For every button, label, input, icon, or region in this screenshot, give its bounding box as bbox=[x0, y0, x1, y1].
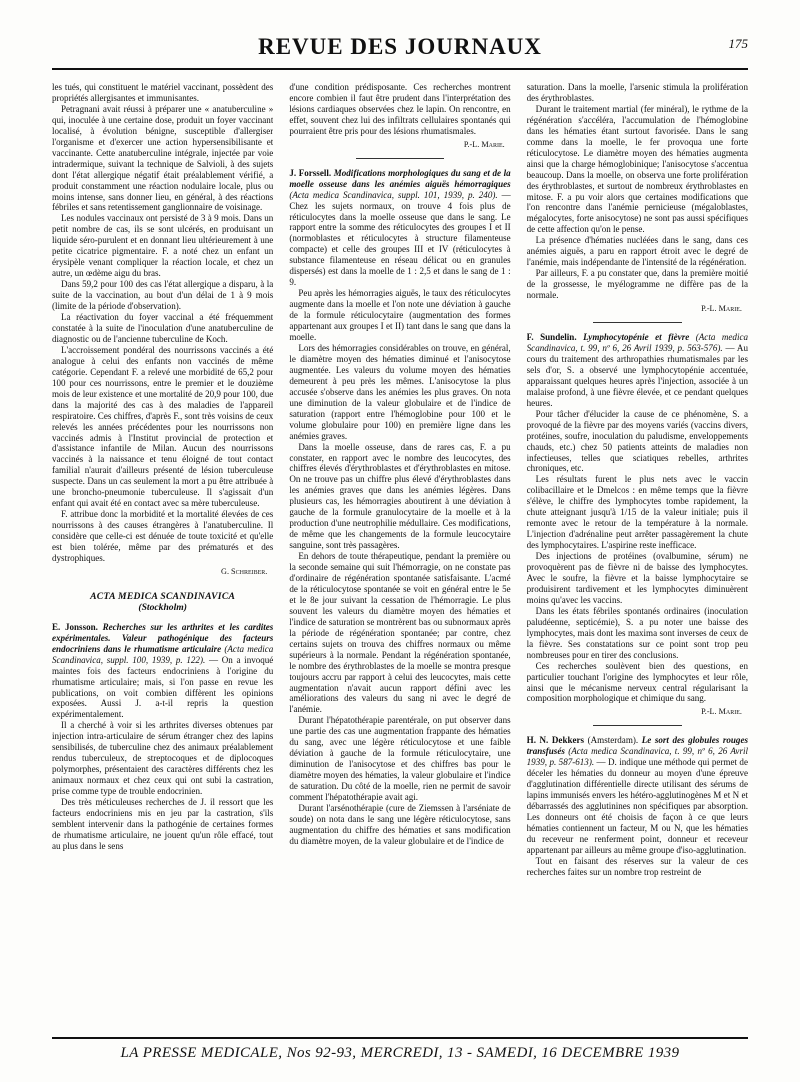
divider bbox=[593, 322, 682, 323]
paragraph: Durant l'hépatothérapie parentérale, on put observer dans une partie des cas une augmentation frappante des hématies du sang, avec une légère réticulocytose et une faible déviation à gauche de la formule réticulocytaire, une diminution de l'anisocytose et des chiffres bas pour le diamètre moyen des hématies, la valeur globulaire et l'indice de saturation. Du côté de la moelle, rien ne permit de savoir comment l'hépatothérapie avait agi. bbox=[289, 715, 511, 803]
paragraph: Peu après les hémorragies aiguës, le taux des réticulocytes augmente dans la moelle et l'on note une déviation à gauche de la formule réticulocytaire (augmentation des formes appartenant aux groupes I et II) tant dans le sang que dans la moelle. bbox=[289, 288, 511, 343]
paragraph: Des injections de protéines (ovalbumine, sérum) ne provoquèrent pas de fièvre ni de baisse des lymphocytes. Avec le soufre, la fièvre et la baisse lymphocytaire se produisirent tardivement et les lymphocytes diminuèrent moins qu'avec les vaccins. bbox=[526, 551, 748, 605]
article-title: Recherches sur les arthrites et les cardites expérimentales. Valeur pathogénique des facteurs endocriniens dans le rhumatisme articulaire bbox=[52, 621, 274, 654]
page-footer bbox=[52, 1037, 748, 1067]
paragraph: L'accroissement pondéral des nourrissons vaccinés a été analogue à celui des enfants non vaccinés de même catégorie. Cependant F. a relevé une morbidité de 65,2 pour 100 pour ces nourrissons, entre le premier et le douzième mois de leur existence et une mortalité de 20,9 pour 100, due dans la majorité des cas à des maladies de l'appareil respiratoire. Ces chiffres, d'après F., sont très voisins de ceux relevés les années précédentes pour les nourrissons non vaccinés admis à l'Institut provincial de protection et d'assistance infantile de Milan. Aucun des nourrissons vaccinés à la naissance et tenu éloigné de tout contact familial n'aurait d'ailleurs présenté de lésion tuberculeuse suspecte. Dans un cas seulement la mort a pu être attribuée à une broncho-pneumonie tuberculeuse. Il s'agissait d'un enfant qui avait été en contact avec sa mère tuberculeuse. bbox=[52, 344, 274, 509]
paragraph: les tués, qui constituent le matériel vaccinant, possèdent des propriétés allergisantes et immunisantes. bbox=[52, 82, 274, 103]
column-1 bbox=[52, 82, 273, 1026]
paragraph: Dans les états fébriles spontanés ordinaires (inoculation paludéenne, septicémie), S. a pu noter une baisse des lymphocytes, mais dont les maxima sont inverses de ceux de la fièvre. Ses constatations sur ce point sont trop peu nombreuses pour en tirer des conclusions. bbox=[526, 605, 748, 660]
paragraph: Les nodules vaccinaux ont persisté de 3 à 9 mois. Dans un petit nombre de cas, ils se sont ulcérés, en produisant un liquide séro-purulent et en donnant lieu ultérieurement à une petite cicatrice pigmentaire. F. a noté chez un enfant un érysipèle venant compliquer la réaction locale, et chez un autre, un œdème aigu du bras. bbox=[52, 213, 274, 279]
paragraph: Dans 59,2 pour 100 des cas l'état allergique a disparu, à la suite de la vaccination, au bout d'un délai de 1 à 9 mois (limite de la période d'observation). bbox=[52, 279, 274, 312]
paragraph: Par ailleurs, F. a pu constater que, dans la première moitié de la grossesse, le myélogramme ne diffère pas de la normale. bbox=[526, 268, 748, 301]
article-columns bbox=[52, 82, 748, 1026]
author-signature: P.-L. Marie. bbox=[463, 139, 505, 149]
article-title: Le sort des globules rouges transfusés bbox=[526, 735, 748, 757]
author-signature: P.-L. Marie. bbox=[701, 707, 742, 717]
article-source: (Acta medica Scandinavica, t. 99, nº 6, 26 Avril 1939, p. 587-613). bbox=[526, 746, 748, 768]
paragraph: Lors des hémorragies considérables on trouve, en général, le diamètre moyen des hématies diminué et l'anisocytose augmentée. Les valeurs du volume moyen des hématies demeurent à peu près les mêmes. L'anisocytose la plus accusée s'observe dans les anémies les plus graves. On nota une diminution de la valeur globulaire et de l'indice de saturation (rapport entre l'hémoglobine pour 100 et le volume globulaire pour 100) en première ligne dans les anémies graves. bbox=[289, 342, 511, 441]
article-author: J. Forssell. bbox=[289, 167, 332, 178]
paragraph: — Au cours du traitement des arthropathies rhumatismales par les sels d'or, S. a observé une lymphocytopénie accentuée, apparaissant quelques heures après l'injection, associée à un malaise profond, à une fièvre élevée, et ce pendant quelques heures. bbox=[526, 342, 748, 408]
article-author: H. N. Dekkers bbox=[526, 735, 585, 746]
article-title: Modifications morphologiques du sang et de la moelle osseuse dans les anémies aiguës hémorragiques bbox=[289, 167, 511, 189]
article-place: (Amsterdam). bbox=[587, 735, 639, 746]
article-author: F. Sundelin. bbox=[526, 332, 577, 343]
column-3 bbox=[527, 82, 748, 1026]
page-number: 175 bbox=[728, 36, 748, 51]
article-source: (Acta medica Scandinavica, t. 99, nº 6, 26 Avril 1939, p. 563-576). bbox=[526, 332, 748, 353]
paragraph: Ces recherches soulèvent bien des questions, en particulier touchant l'origine des lymphocytes et leur rôle, ainsi que le mécanisme nerveux central régularisant la composition morphologique et chimique du sang. bbox=[526, 660, 748, 704]
paragraph: Pour tâcher d'élucider la cause de ce phénomène, S. a provoqué de la fièvre par des moyens variés (vaccins divers, protéines, soufre, inoculation du paludisme, enveloppements chauds, etc.) chez 50 patients atteints de maladies non infectieuses, telles que sciatiques rebelles, arthrites chroniques, etc. bbox=[526, 408, 748, 474]
article-header bbox=[527, 735, 748, 855]
paragraph: Dans la moelle osseuse, dans de rares cas, F. a pu constater, en rapport avec le nombre des leucocytes, des chiffres élevés d'érythroblastes et d'érythroblastes en mitose. On ne trouve pas un chiffre plus élevé d'érythroblastes dans les anémies graves que dans les anémies légères. Dans plusieurs cas, les hémorragies aboutirent à une déviation à gauche de la formule granulocytaire de la moelle et à la production d'une neutrophilie médullaire. Ces modifications, de même que les changements de la formule leucocytaire sanguine, sont très passagères. bbox=[289, 441, 511, 551]
journal-title: REVUE DES JOURNAUX bbox=[258, 34, 542, 59]
page-header bbox=[52, 30, 748, 70]
article-title: Lymphocytopénie et fièvre bbox=[583, 332, 690, 343]
paragraph: Durant le traitement martial (fer minéral), le rythme de la régénération s'accéléra, l'accumulation de l'hémoglobine dans les hématies étant surtout favorisée. Dans le sang comme dans la moelle, le fer provoqua une forte réticulocytose. Le diamètre moyen des hématies augmenta ainsi que la charge hémoglobinique; l'anisocytose s'accentua beaucoup. Dans la moelle, on observa une forte prolifération des érythroblastes, et surtout de nombreux érythroblastes en mitose. F. a pu voir alors que certaines modifications que l'on rencontre dans l'anémie pernicieuse (mégaloblastes, mégalocytes, forte anisocytose) ne sont pas aussi spécifiques de cette affection qu'on le pense. bbox=[526, 103, 748, 235]
paragraph: Il a cherché à voir si les arthrites diverses obtenues par injection intra-articulaire de sérum étranger chez des lapins sensibilisés, de tuberculine chez des animaux préalablement rendus tuberculeux, de streptocoques et de diplocoques polymorphes, présentaient des caractères différents chez les animaux normaux et chez ceux qui ont subi la castration, prise comme type de trouble endocrinien. bbox=[52, 720, 274, 797]
author-signature: P.-L. Marie. bbox=[701, 304, 742, 314]
paragraph: Durant l'arsénothérapie (cure de Ziemssen à l'arséniate de soude) on nota dans le sang une légère réticulocytose, sans augmentation du chiffre des hématies et sans modification du diamètre moyen, de la valeur globulaire et de l'indice de bbox=[289, 803, 511, 846]
footer-issue-line: LA PRESSE MEDICALE, Nos 92-93, MERCREDI, 13 - SAMEDI, 16 DECEMBRE 1939 bbox=[120, 1045, 680, 1061]
paragraph: Tout en faisant des réserves sur la valeur de ces recherches faites sur un nombre trop restreint de bbox=[526, 855, 748, 877]
article-header bbox=[52, 622, 273, 721]
paragraph: — D. indique une méthode qui permet de déceler les hématies du donneur au moyen d'une épreuve d'agglutination différentielle directe utilisant des sérums de lapins immunisés envers les hétéro-agglutinogènes M et N et débarrassés des agglutinines non spécifiques par absorption. Les donneurs ont été choisis de façon à ce que leurs hématies contiennent un facteur, M ou N, que les hématies du receveur ne renferment point, donneur et receveur appartenant par ailleurs au même groupe d'iso-agglutination. bbox=[526, 757, 748, 855]
paragraph: La réactivation du foyer vaccinal a été fréquemment constatée à la suite de l'inoculation d'une anatuberculine de diagnostic ou de l'ancienne tuberculine de Koch. bbox=[52, 312, 274, 344]
paragraph: — On a invoqué maintes fois des facteurs endocriniens à l'origine du rhumatisme articulaire; mais, si l'on passe en revue les publications, on voit combien diffèrent les opinions exposées. Aussi J. a-t-il repris la question expérimentalement. bbox=[52, 654, 274, 720]
section-subheading: (Stockholm) bbox=[138, 601, 187, 613]
paragraph: d'une condition prédisposante. Ces recherches montrent encore combien il faut être prudent dans l'interprétation des lésions cardiaques observées chez le lapin. On rencontre, en effet, souvent chez lui des infiltrats cellulaires spontanés qui pourraient être pris pour des lésions rhumatismales. bbox=[289, 82, 511, 136]
divider bbox=[356, 158, 445, 159]
article-source: (Acta medica Scandinavica, suppl. 100, 1939, p. 122). bbox=[52, 643, 274, 665]
article-header bbox=[527, 332, 748, 409]
paragraph: La présence d'hématies nucléées dans le sang, dans ces anémies aiguës, a paru en rapport étroit avec le degré de l'anémie, mais indépendante de l'intensité de la régénération. bbox=[526, 235, 748, 268]
author-signature: G. Schreiber. bbox=[221, 566, 268, 576]
section-heading: ACTA MEDICA SCANDINAVICA bbox=[90, 590, 236, 602]
paragraph: Des très méticuleuses recherches de J. il ressort que les facteurs endocriniens mis en jeu par la castration, s'ils semblent intervenir dans la pathogénie de certaines formes de rhumatisme articulaire, ne jouent qu'un rôle effacé, tout au plus dans le sens bbox=[52, 797, 274, 851]
article-source: (Acta medica Scandinavica, suppl. 101, 1939, p. 240). bbox=[289, 189, 498, 200]
divider bbox=[593, 725, 682, 726]
paragraph: — Chez les sujets normaux, on trouve 4 fois plus de réticulocytes dans la moelle osseuse que dans le sang. Le rapport entre la somme des réticulocytes des groupes I et II (normoblastes et réticulocytes à structure filamenteuse compacte) et celle des groupes III et IV (réticulocytes à substance filamenteuse en réseau délicat ou en granules dispersés) est dans la moelle de 1 : 2,5 et dans le sang de 1 : 9. bbox=[289, 189, 511, 288]
article-header bbox=[289, 168, 510, 288]
paragraph: F. attribue donc la morbidité et la mortalité élevées de ces nourrissons à des causes étrangères à l'anatuberculine. Il considère que celle-ci est dénuée de toute toxicité et qu'elle est bien tolérée, même par des prématurés et des dystrophiques. bbox=[52, 509, 274, 563]
paragraph: saturation. Dans la moelle, l'arsenic stimula la prolifération des érythroblastes. bbox=[526, 82, 748, 103]
article-author: E. Jonsson. bbox=[52, 621, 98, 632]
paragraph: Les résultats furent le plus nets avec le vaccin colibacillaire et le Dmelcos : en même temps que la fièvre s'élève, le chiffre des lymphocytes tombe rapidement, la chute atteignant jusqu'à 1/15 de la valeur initiale; puis il remonte avec le retour de la température à la normale. L'injection d'adrénaline peut arrêter passagèrement la chute des lymphocytaires. L'aspirine reste inefficace. bbox=[526, 474, 748, 551]
column-2 bbox=[289, 82, 510, 1026]
paragraph: Petragnani avait réussi à préparer une « anatuberculine » qui, inoculée à une certaine dose, produit un foyer vaccinant localisé, à évolution bénigne, susceptible d'allergiser l'organisme et d'exercer une action hypersensibilisante et vaccinante. Cette anatuberculine intégrale, injectée par voie intradermique, suivant la technique de Salvioli, à des sujets dont l'état allergique négatif était préalablement vérifié, a produit constamment une réaction nodulaire locale, plus ou moins intense, sans donner lieu, en général, à des réactions fébriles et sans retentissement ganglionnaire de voisinage. bbox=[52, 103, 274, 213]
paragraph: En dehors de toute thérapeutique, pendant la première ou la seconde semaine qui suit l'hémorragie, on ne constate pas d'ordinaire de régénération spontanée satisfaisante. L'acmé de la réticulocytose spontanée se voit en général entre le 5e et le 8e jour suivant la cessation de l'hémorragie. Le plus souvent les valeurs du diamètre moyen des hématies et l'indice de saturation se montrèrent bas ou subnormaux après la période de régénération spontanée; par contre, chez certains sujets on trouva des chiffres normaux ou même supérieurs à la normale. Pendant la régénération spontanée, le nombre des érythroblastes de la moelle se montra presque toujours accru par rapport à celui des leucocytes, mais cette augmentation n'avait aucun rapport défini avec les améliorations des valeurs du sang ni avec le degré de l'anémie. bbox=[289, 551, 511, 715]
